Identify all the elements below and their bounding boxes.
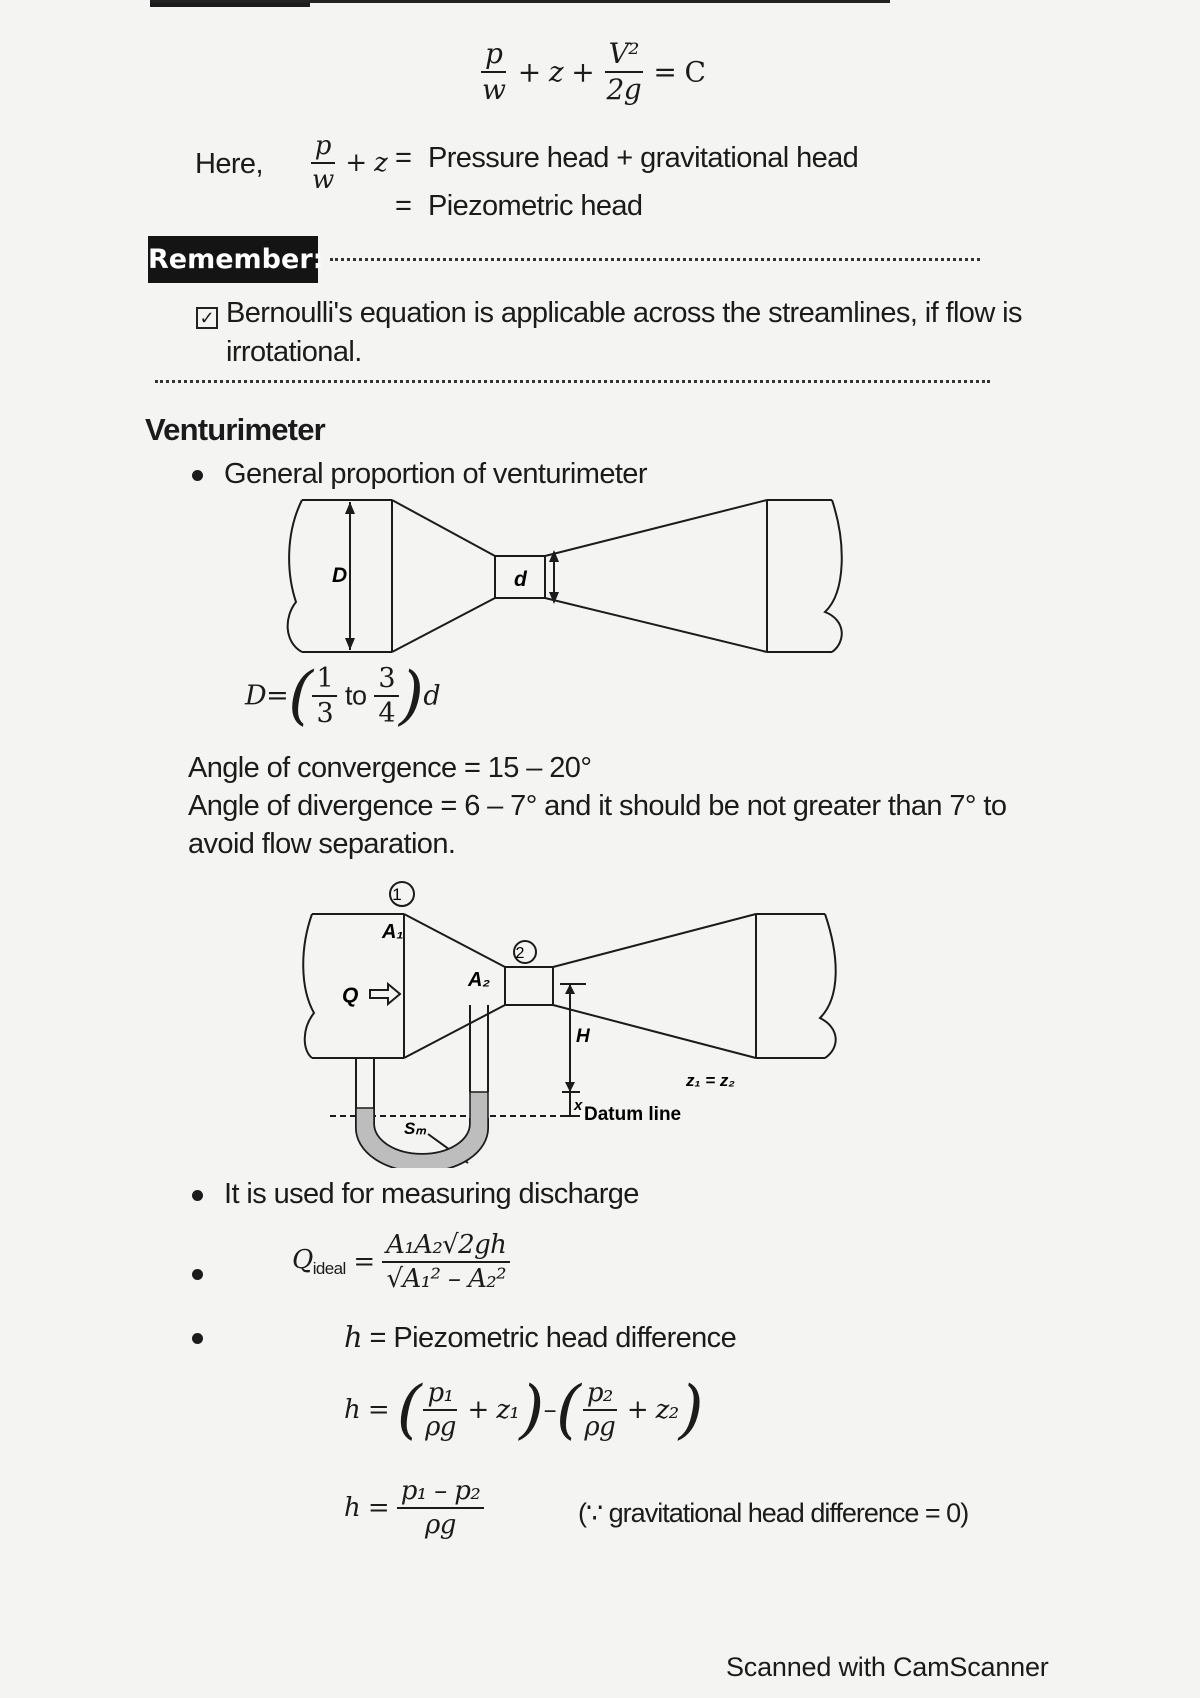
remember-dotted-rule <box>330 258 980 261</box>
proportion-equation: D=( $\frac{1}{3}$ to $\frac{3}{4}$ )d <box>245 659 441 733</box>
label-H: H <box>576 1026 590 1047</box>
bullet <box>192 470 203 481</box>
label-z-equal: z₁ = z₂ <box>686 1071 735 1090</box>
label-A1: A₁ <box>382 921 404 943</box>
here-line2: Piezometric head <box>428 190 643 222</box>
remember-label: Remember: <box>148 236 318 283</box>
h-equation-simplified: h = $\frac{\text{p₁ – p₂}}{\rho g}$ <box>344 1478 484 1538</box>
bullet <box>192 1333 203 1344</box>
remember-bottom-dotted-rule <box>155 380 990 383</box>
q-ideal-equation: $Q_{ideal}$ = $\frac{\text{A₁A₂√2gh}}{\text{√A₁² – A₂²}}$ <box>292 1232 510 1292</box>
bullet-measuring-discharge: It is used for measuring discharge <box>224 1178 639 1210</box>
section-2-marker: 2 <box>515 945 525 962</box>
angle-convergence: Angle of convergence = 15 – 20° <box>188 752 592 784</box>
label-D: D <box>332 564 348 587</box>
angle-divergence-line2: avoid flow separation. <box>188 828 456 860</box>
remember-line2: irrotational. <box>226 336 362 368</box>
here-label: Here, <box>195 148 263 180</box>
here-line1: Pressure head + gravitational head <box>428 142 859 174</box>
here-eq1: = <box>395 142 412 174</box>
remember-line1: Bernoulli's equation is applicable across the streamlines, if flow is <box>226 297 1022 329</box>
venturimeter-manometer-figure <box>300 878 860 1168</box>
bullet <box>192 1269 203 1280</box>
bullet <box>192 1190 203 1201</box>
label-A2: A₂ <box>468 969 491 991</box>
bullet-general-proportion: General proportion of venturimeter <box>224 458 647 490</box>
label-Q: Q <box>342 984 359 1007</box>
h-equation-expanded: h = ( $\frac{\text{p₁}}{\rho g}$ + z₁)–( $\frac{\text{p₂}}{\rho g}$ + z₂) <box>344 1373 703 1447</box>
checkbox-checked-icon: ✓ <box>196 307 218 329</box>
camscanner-footer: Scanned with CamScanner <box>726 1652 1049 1682</box>
gravitational-head-note: (∵ gravitational head difference = 0) <box>578 1498 969 1528</box>
bernoulli-equation: $\frac{p}{w}$ + z + $\frac{\text{V²}}{2g}$ = C <box>482 37 706 106</box>
venturimeter-heading: Venturimeter <box>145 412 325 447</box>
label-d: d <box>514 568 527 591</box>
label-x: x <box>574 1097 583 1114</box>
venturimeter-proportion-figure <box>280 492 850 662</box>
here-eq2: = <box>395 190 412 222</box>
h-definition: h = Piezometric head difference <box>344 1320 737 1354</box>
section-1-marker: 1 <box>392 885 402 904</box>
label-Sm: Sₘ <box>404 1119 426 1138</box>
label-datum-line: Datum line <box>584 1104 682 1125</box>
angle-divergence-line1: Angle of divergence = 6 – 7° and it should be not greater than 7° to <box>188 790 1007 822</box>
top-rule <box>150 0 890 3</box>
piezometric-expression: $\frac{p}{w}$ + z <box>312 131 388 195</box>
